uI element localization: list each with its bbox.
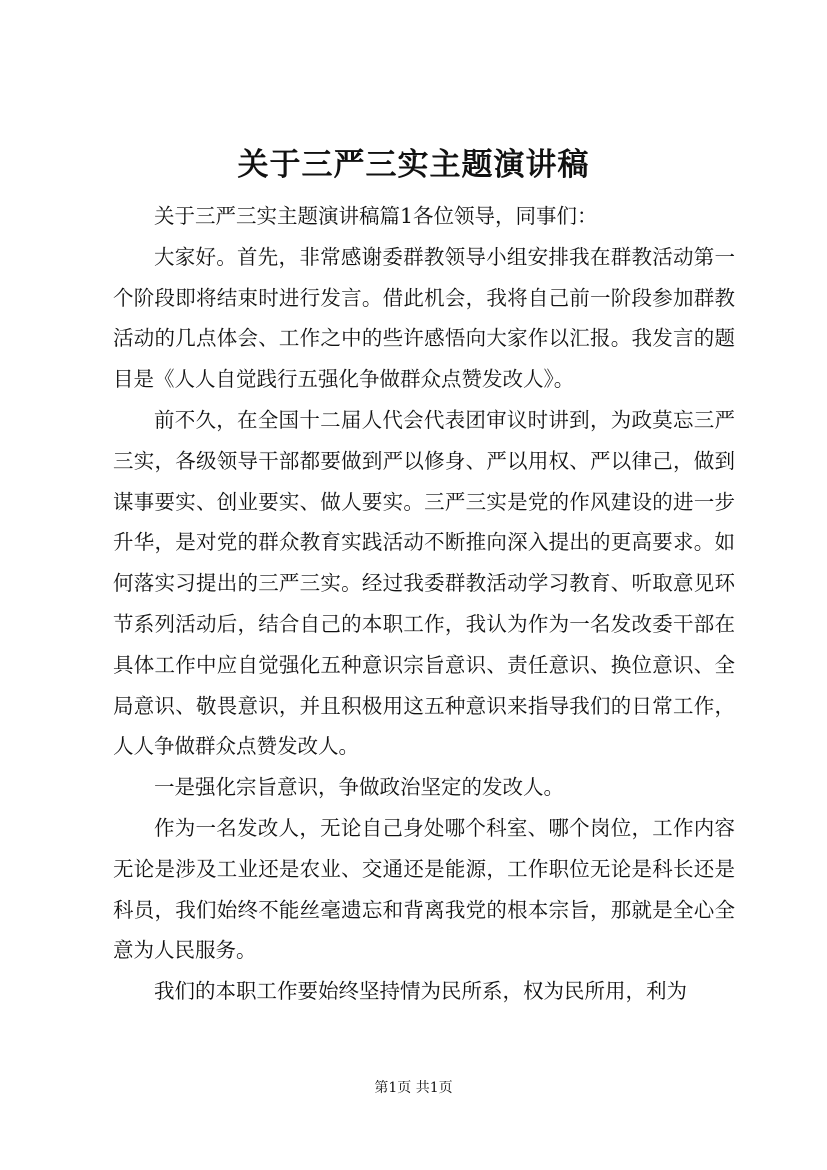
- paragraph-2: 大家好。首先，非常感谢委群教领导小组安排我在群教活动第一个阶段即将结束时进行发言。借此机会，我将自己前一阶段参加群教活动的几点体会、工作之中的些许感悟向大家作以汇报。我发言的题目是《人人自觉践行五强化争做群众点赞发改人》。: [113, 244, 735, 392]
- paragraph-3: 前不久，在全国十二届人代会代表团审议时讲到，为政莫忘三严三实，各级领导干部都要做到严以修身、严以用权、严以律己，做到谋事要实、创业要实、做人要实。三严三实是党的作风建设的进一步升华，是对党的群众教育实践活动不断推向深入提出的更高要求。如何落实习提出的三严三实。经过我委群教活动学习教育、听取意见环节系列活动后，结合自己的本职工作，我认为作为一名发改委干部在具体工作中应自觉强化五种意识宗旨意识、责任意识、换位意识、全局意识、敬畏意识，并且积极用这五种意识来指导我们的日常工作，人人争做群众点赞发改人。: [113, 407, 735, 759]
- document-body: [113, 196, 735, 1012]
- page-number-footer: 第1页 共1页: [374, 1080, 453, 1096]
- paragraph-6: 我们的本职工作要始终坚持情为民所系，权为民所用，利为: [154, 979, 687, 1004]
- document-title: 关于三严三实主题演讲稿: [237, 147, 590, 183]
- paragraph-5: 作为一名发改人，无论自己身处哪个科室、哪个岗位，工作内容无论是涉及工业还是农业、交通还是能源，工作职位无论是科长还是科员，我们始终不能丝毫遗忘和背离我党的根本宗旨，那就是全心全意为人民服务。: [113, 815, 735, 963]
- paragraph-1: 关于三严三实主题演讲稿篇1各位领导，同事们：: [154, 204, 598, 228]
- paragraph-4: 一是强化宗旨意识，争做政治坚定的发改人。: [154, 775, 564, 800]
